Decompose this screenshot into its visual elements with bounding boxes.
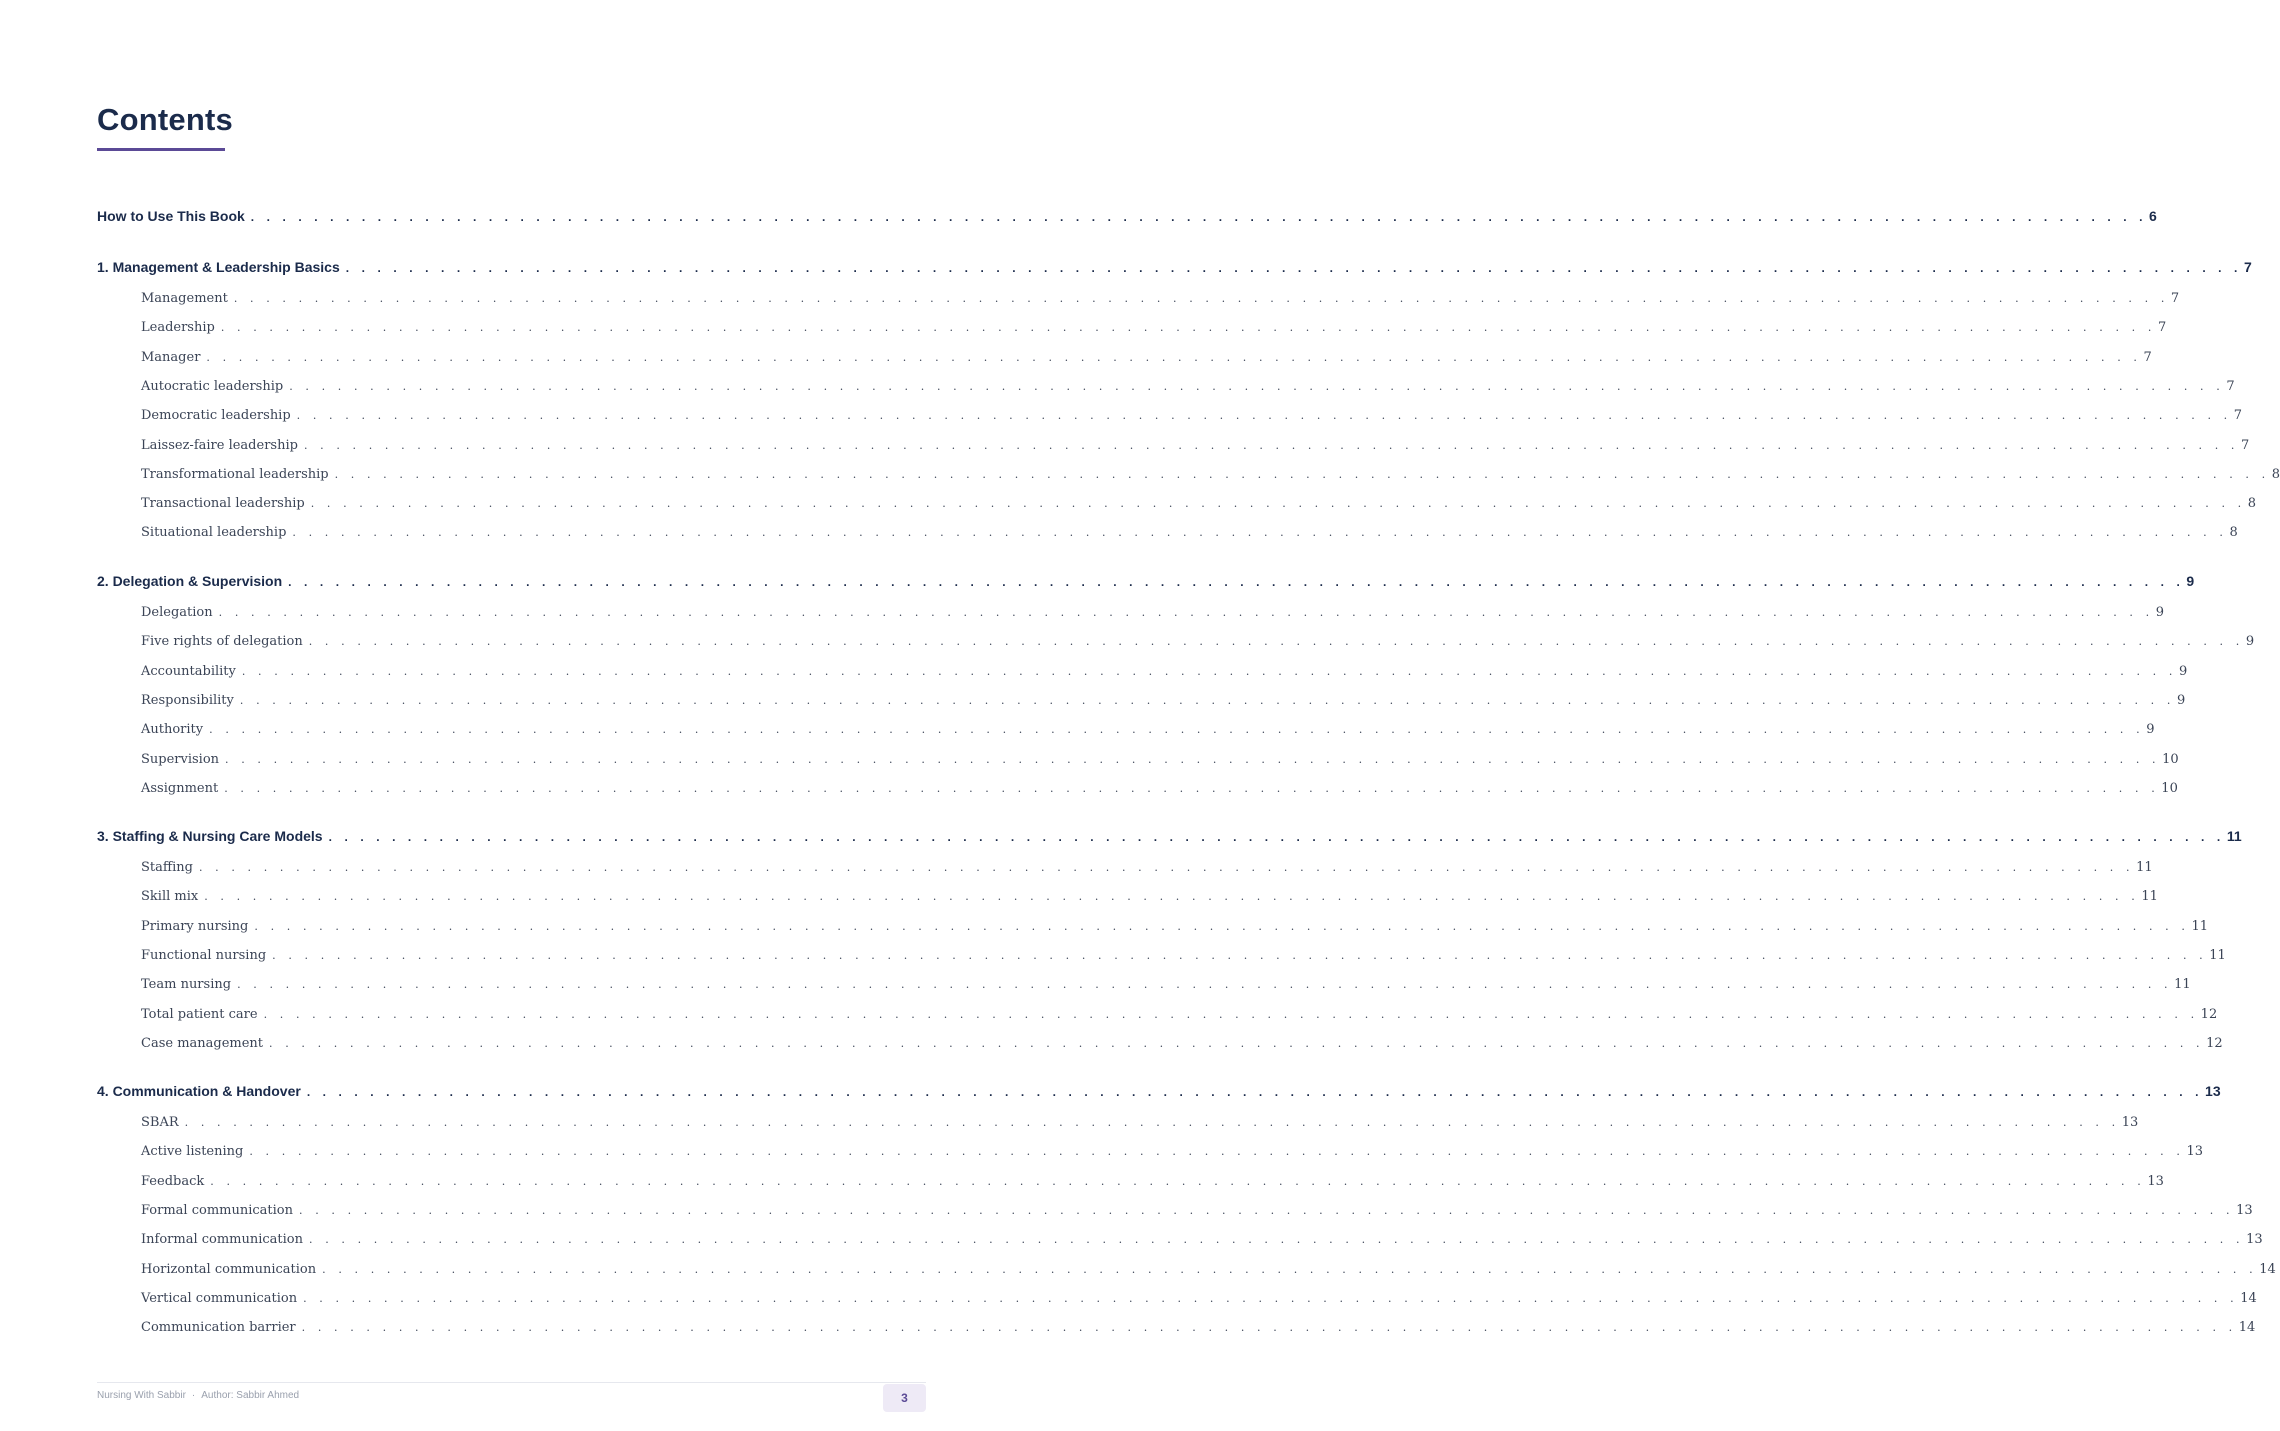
toc-entry-label: Management [141,291,228,306]
toc-entry-label: Feedback [141,1173,205,1189]
toc-entry-page-number: 7 [2233,408,2243,424]
toc-entry-label: Leadership [141,320,215,336]
toc-entry-label: Vertical communication [141,1290,298,1306]
toc-entry-label: Primary nursing [141,918,249,934]
toc-entry-label: Formal communication [141,1202,293,1218]
dot-leader: . . . . . . . . . . . . . . . . . . . . . . . . . . . . . . . . . . . . . . . . . . . . . . . . . . . . . . . . . . . . . . . . . . . . . . . . . . . . . . . . . . . . . . . . . . . . . . . . . . . . . . . . . . . . . . . . . . . . . . . . [225,752,2161,766]
dot-leader: . . . . . . . . . . . . . . . . . . . . . . . . . . . . . . . . . . . . . . . . . . . . . . . . . . . . . . . . . . . . . . . . . . . . . . . . . . . . . . . . . . . . . . . . . . . . . . . . . . . . . . . . . . . . . . . . . . . . . . . . [241,664,2177,678]
toc-entry-label: Communication barrier [141,1320,296,1336]
toc-entry-page-number: 12 [2206,1035,2223,1051]
toc-entry-page-number: 7 [2170,291,2180,306]
dot-leader: . . . . . . . . . . . . . . . . . . . . . . . . . . . . . . . . . . . . . . . . . . . . . . . . . . . . . . . . . . . . . . . . . . . . . . . . . . . . . . . . . . . . . . . . . . . . . . . . . . . . . . . . . . . . . . . . . . . . . . . . [288,575,2185,589]
dot-leader: . . . . . . . . . . . . . . . . . . . . . . . . . . . . . . . . . . . . . . . . . . . . . . . . . . . . . . . . . . . . . . . . . . . . . . . . . . . . . . . . . . . . . . . . . . . . . . . . . . . . . . . . . . . . . . . . . . . . . . . . [220,321,2156,335]
dot-leader: . . . . . . . . . . . . . . . . . . . . . . . . . . . . . . . . . . . . . . . . . . . . . . . . . . . . . . . . . . . . . . . . . . . . . . . . . . . . . . . . . . . . . . . . . . . . . . . . . . . . . . . . . . . . . . . . . . . . . . . . [310,497,2246,511]
toc-entry[interactable] [141,634,2255,656]
dot-leader: . . . . . . . . . . . . . . . . . . . . . . . . . . . . . . . . . . . . . . . . . . . . . . . . . . . . . . . . . . . . . . . . . . . . . . . . . . . . . . . . . . . . . . . . . . . . . . . . . . . . . . . . . . . . . . . . . . . . . . . . [296,409,2232,423]
toc-entry-page-number: 7 [2157,320,2167,336]
footer-separator: · [191,1390,196,1401]
dot-leader: . . . . . . . . . . . . . . . . . . . . . . . . . . . . . . . . . . . . . . . . . . . . . . . . . . . . . . . . . . . . . . . . . . . . . . . . . . . . . . . . . . . . . . . . . . . . . . . . . . . . . . . . . . . . . . . . . . . . . . . . [306,1085,2204,1099]
toc-entry[interactable] [141,1202,2253,1225]
toc-entry[interactable] [141,320,2167,342]
toc-entry[interactable] [141,1290,2257,1313]
page-number-badge: 3 [883,1384,926,1412]
toc-entry-page-number: 11 [2141,889,2158,905]
toc-entry[interactable] [141,692,2186,715]
toc-entry[interactable] [141,349,2152,372]
toc-entry-page-number: 11 [2136,860,2153,875]
dot-leader: . . . . . . . . . . . . . . . . . . . . . . . . . . . . . . . . . . . . . . . . . . . . . . . . . . . . . . . . . . . . . . . . . . . . . . . . . . . . . . . . . . . . . . . . . . . . . . . . . . . . . . . . . . . . . . . . . . . . . . . . [224,781,2160,795]
dot-leader: . . . . . . . . . . . . . . . . . . . . . . . . . . . . . . . . . . . . . . . . . . . . . . . . . . . . . . . . . . . . . . . . . . . . . . . . . . . . . . . . . . . . . . . . . . . . . . . . . . . . . . . . . . . . . . . . . . . . . . . . [249,1145,2185,1159]
toc-section[interactable] [97,259,2252,281]
toc-entry-page-number: 14 [2240,1290,2257,1306]
toc-entry-page-number: 9 [2245,634,2255,650]
dot-leader: . . . . . . . . . . . . . . . . . . . . . . . . . . . . . . . . . . . . . . . . . . . . . . . . . . . . . . . . . . . . . . . . . . . . . . . . . . . . . . . . . . . . . . . . . . . . . . . . . . . . . . . . . . . . . . . . . . . . . . . . [209,723,2145,737]
dot-leader: . . . . . . . . . . . . . . . . . . . . . . . . . . . . . . . . . . . . . . . . . . . . . . . . . . . . . . . . . . . . . . . . . . . . . . . . . . . . . . . . . . . . . . . . . . . . . . . . . . . . . . . . . . . . . . . . . . . . . . . . [254,919,2190,933]
dot-leader: . . . . . . . . . . . . . . . . . . . . . . . . . . . . . . . . . . . . . . . . . . . . . . . . . . . . . . . . . . . . . . . . . . . . . . . . . . . . . . . . . . . . . . . . . . . . . . . . . . . . . . . . . . . . . . . . . . . . . . . . [299,1203,2235,1217]
dot-leader: . . . . . . . . . . . . . . . . . . . . . . . . . . . . . . . . . . . . . . . . . . . . . . . . . . . . . . . . . . . . . . . . . . . . . . . . . . . . . . . . . . . . . . . . . . . . . . . . . . . . . . . . . . . . . . . . . . . . . . . . [206,350,2142,364]
toc-section-label: 3. Staffing & Nursing Care Models [97,828,323,844]
footer-divider [97,1382,926,1383]
toc-entry-label: Laissez-faire leadership [141,437,298,453]
dot-leader: . . . . . . . . . . . . . . . . . . . . . . . . . . . . . . . . . . . . . . . . . . . . . . . . . . . . . . . . . . . . . . . . . . . . . . . . . . . . . . . . . . . . . . . . . . . . . . . . . . . . . . . . . . . . . . . . . . . . . . . . [301,1321,2237,1335]
dot-leader: . . . . . . . . . . . . . . . . . . . . . . . . . . . . . . . . . . . . . . . . . . . . . . . . . . . . . . . . . . . . . . . . . . . . . . . . . . . . . . . . . . . . . . . . . . . . . . . . . . . . . . . . . . . . . . . . . . . . . . . . [309,1233,2245,1247]
dot-leader: . . . . . . . . . . . . . . . . . . . . . . . . . . . . . . . . . . . . . . . . . . . . . . . . . . . . . . . . . . . . . . . . . . . . . . . . . . . . . . . . . . . . . . . . . . . . . . . . . . . . . . . . . . . . . . . . . . . . . . . . [239,693,2175,707]
toc-section-page-number: 11 [2226,828,2242,844]
toc-entry-page-number: 13 [2236,1202,2253,1218]
toc-entry-page-number: 11 [2209,947,2226,963]
toc-entry-label: Five rights of delegation [141,634,303,650]
toc-entry[interactable] [141,977,2191,999]
toc-entry[interactable] [141,889,2158,911]
toc-entry[interactable] [141,663,2188,686]
toc-entry-page-number: 7 [2241,437,2250,453]
toc-entry-page-number: 14 [2238,1320,2256,1336]
toc-entry-label: Transactional leadership [141,496,305,512]
toc-entry[interactable] [141,1232,2263,1254]
toc-entry-page-number: 8 [2229,525,2238,541]
toc-entry[interactable] [141,918,2209,941]
toc-entry[interactable] [141,291,2180,313]
toc-entry-page-number: 13 [2246,1232,2263,1248]
dot-leader: . . . . . . . . . . . . . . . . . . . . . . . . . . . . . . . . . . . . . . . . . . . . . . . . . . . . . . . . . . . . . . . . . . . . . . . . . . . . . . . . . . . . . . . . . . . . . . . . . . . . . . . . . . . . . . . . . . . . . . . . [322,1262,2258,1276]
toc-entry[interactable] [141,437,2250,460]
dot-leader: . . . . . . . . . . . . . . . . . . . . . . . . . . . . . . . . . . . . . . . . . . . . . . . . . . . . . . . . . . . . . . . . . . . . . . . . . . . . . . . . . . . . . . . . . . . . . . . . . . . . . . . . . . . . . . . . . . . . . . . . [328,830,2225,844]
toc-entry[interactable] [141,496,2257,518]
toc-entry-label: Manager [141,349,201,365]
toc-entry-page-number: 11 [2191,918,2209,934]
toc-entry-label: Transformational leadership [141,466,329,482]
toc-entry[interactable] [141,780,2178,803]
footer-credit [97,1390,299,1401]
toc-entry-page-number: 13 [2147,1173,2164,1189]
dot-leader: . . . . . . . . . . . . . . . . . . . . . . . . . . . . . . . . . . . . . . . . . . . . . . . . . . . . . . . . . . . . . . . . . . . . . . . . . . . . . . . . . . . . . . . . . . . . . . . . . . . . . . . . . . . . . . . . . . . . . . . . [250,210,2148,224]
toc-entry-page-number: 10 [2162,751,2179,767]
dot-leader: . . . . . . . . . . . . . . . . . . . . . . . . . . . . . . . . . . . . . . . . . . . . . . . . . . . . . . . . . . . . . . . . . . . . . . . . . . . . . . . . . . . . . . . . . . . . . . . . . . . . . . . . . . . . . . . . . . . . . . . . [184,1116,2120,1129]
toc-entry[interactable] [141,605,2164,627]
toc-entry-page-number: 7 [2143,349,2152,365]
toc-entry-page-number: 12 [2200,1006,2218,1022]
page-title: Contents [97,102,233,137]
toc-entry-label: Supervision [141,751,220,767]
dot-leader: . . . . . . . . . . . . . . . . . . . . . . . . . . . . . . . . . . . . . . . . . . . . . . . . . . . . . . . . . . . . . . . . . . . . . . . . . . . . . . . . . . . . . . . . . . . . . . . . . . . . . . . . . . . . . . . . . . . . . . . . [272,948,2208,962]
toc-entry-label: Accountability [141,663,236,679]
toc-entry-page-number: 13 [2186,1144,2203,1160]
toc-entry[interactable] [141,1144,2203,1166]
toc-entry[interactable] [141,860,2153,882]
toc-entry-label: Active listening [141,1144,244,1160]
toc-entry-page-number: 8 [2247,496,2257,512]
toc-entry-page-number: 14 [2259,1261,2276,1277]
toc-entry-page-number: 7 [2226,378,2235,394]
toc-section-page-number: 13 [2205,1083,2221,1099]
toc-entry-page-number: 8 [2271,466,2280,482]
toc-entry-page-number: 9 [2178,663,2188,679]
footer-brand: Nursing With Sabbir [97,1390,186,1401]
dot-leader: . . . . . . . . . . . . . . . . . . . . . . . . . . . . . . . . . . . . . . . . . . . . . . . . . . . . . . . . . . . . . . . . . . . . . . . . . . . . . . . . . . . . . . . . . . . . . . . . . . . . . . . . . . . . . . . . . . . . . . . . [218,606,2154,619]
toc-entry-page-number: 9 [2155,605,2164,620]
toc-entry-label: Democratic leadership [141,408,291,424]
toc-entry-label: Authority [141,722,204,738]
toc-entry[interactable] [141,1035,2223,1058]
toc-entry[interactable] [141,1320,2256,1342]
dot-leader: . . . . . . . . . . . . . . . . . . . . . . . . . . . . . . . . . . . . . . . . . . . . . . . . . . . . . . . . . . . . . . . . . . . . . . . . . . . . . . . . . . . . . . . . . . . . . . . . . . . . . . . . . . . . . . . . . . . . . . . . [308,635,2244,649]
dot-leader: . . . . . . . . . . . . . . . . . . . . . . . . . . . . . . . . . . . . . . . . . . . . . . . . . . . . . . . . . . . . . . . . . . . . . . . . . . . . . . . . . . . . . . . . . . . . . . . . . . . . . . . . . . . . . . . . . . . . . . . . [237,978,2173,992]
dot-leader: . . . . . . . . . . . . . . . . . . . . . . . . . . . . . . . . . . . . . . . . . . . . . . . . . . . . . . . . . . . . . . . . . . . . . . . . . . . . . . . . . . . . . . . . . . . . . . . . . . . . . . . . . . . . . . . . . . . . . . . . [303,438,2240,452]
toc-section-label: 4. Communication & Handover [97,1083,301,1099]
dot-leader: . . . . . . . . . . . . . . . . . . . . . . . . . . . . . . . . . . . . . . . . . . . . . . . . . . . . . . . . . . . . . . . . . . . . . . . . . . . . . . . . . . . . . . . . . . . . . . . . . . . . . . . . . . . . . . . . . . . . . . . . [345,261,2242,275]
toc-entry-label: Delegation [141,605,213,620]
toc-entry-label: Staffing [141,860,193,875]
toc-entry-label: Skill mix [141,889,199,905]
toc-entry[interactable] [141,525,2238,547]
toc-section[interactable] [97,208,2157,230]
toc-entry[interactable] [141,722,2155,744]
toc-section[interactable] [97,828,2242,850]
dot-leader: . . . . . . . . . . . . . . . . . . . . . . . . . . . . . . . . . . . . . . . . . . . . . . . . . . . . . . . . . . . . . . . . . . . . . . . . . . . . . . . . . . . . . . . . . . . . . . . . . . . . . . . . . . . . . . . . . . . . . . . . [289,379,2225,393]
toc-entry-label: Functional nursing [141,947,267,963]
toc-entry-label: Total patient care [141,1006,258,1022]
toc-entry[interactable] [141,378,2235,401]
dot-leader: . . . . . . . . . . . . . . . . . . . . . . . . . . . . . . . . . . . . . . . . . . . . . . . . . . . . . . . . . . . . . . . . . . . . . . . . . . . . . . . . . . . . . . . . . . . . . . . . . . . . . . . . . . . . . . . . . . . . . . . . [303,1291,2239,1305]
toc-entry-label: Situational leadership [141,525,287,541]
dot-leader: . . . . . . . . . . . . . . . . . . . . . . . . . . . . . . . . . . . . . . . . . . . . . . . . . . . . . . . . . . . . . . . . . . . . . . . . . . . . . . . . . . . . . . . . . . . . . . . . . . . . . . . . . . . . . . . . . . . . . . . . [269,1036,2205,1050]
toc-section[interactable] [97,1083,2221,1105]
toc-section[interactable] [97,573,2195,595]
toc-section-page-number: 9 [2186,573,2195,589]
dot-leader: . . . . . . . . . . . . . . . . . . . . . . . . . . . . . . . . . . . . . . . . . . . . . . . . . . . . . . . . . . . . . . . . . . . . . . . . . . . . . . . . . . . . . . . . . . . . . . . . . . . . . . . . . . . . . . . . . . . . . . . . [198,861,2135,874]
footer-author: Author: Sabbir Ahmed [201,1390,300,1401]
dot-leader: . . . . . . . . . . . . . . . . . . . . . . . . . . . . . . . . . . . . . . . . . . . . . . . . . . . . . . . . . . . . . . . . . . . . . . . . . . . . . . . . . . . . . . . . . . . . . . . . . . . . . . . . . . . . . . . . . . . . . . . . [233,292,2169,305]
toc-entry-label: Autocratic leadership [141,378,284,394]
toc-section-label: 2. Delegation & Supervision [97,573,283,589]
dot-leader: . . . . . . . . . . . . . . . . . . . . . . . . . . . . . . . . . . . . . . . . . . . . . . . . . . . . . . . . . . . . . . . . . . . . . . . . . . . . . . . . . . . . . . . . . . . . . . . . . . . . . . . . . . . . . . . . . . . . . . . . [204,890,2140,904]
toc-section-label: 1. Management & Leadership Basics [97,259,340,275]
toc-entry-page-number: 11 [2174,977,2191,993]
toc-entry[interactable] [141,1261,2276,1284]
toc-entry-page-number: 10 [2161,780,2178,796]
toc-entry-label: Informal communication [141,1232,304,1248]
toc-entry[interactable] [141,1173,2164,1196]
toc-entry-label: Assignment [141,780,219,796]
dot-leader: . . . . . . . . . . . . . . . . . . . . . . . . . . . . . . . . . . . . . . . . . . . . . . . . . . . . . . . . . . . . . . . . . . . . . . . . . . . . . . . . . . . . . . . . . . . . . . . . . . . . . . . . . . . . . . . . . . . . . . . . [210,1174,2146,1188]
toc-entry-label: Team nursing [141,977,232,993]
dot-leader: . . . . . . . . . . . . . . . . . . . . . . . . . . . . . . . . . . . . . . . . . . . . . . . . . . . . . . . . . . . . . . . . . . . . . . . . . . . . . . . . . . . . . . . . . . . . . . . . . . . . . . . . . . . . . . . . . . . . . . . . [334,467,2270,481]
toc-entry-page-number: 13 [2121,1115,2139,1130]
toc-entry-label: Case management [141,1035,264,1051]
toc-entry[interactable] [141,751,2179,774]
dot-leader: . . . . . . . . . . . . . . . . . . . . . . . . . . . . . . . . . . . . . . . . . . . . . . . . . . . . . . . . . . . . . . . . . . . . . . . . . . . . . . . . . . . . . . . . . . . . . . . . . . . . . . . . . . . . . . . . . . . . . . . . [263,1007,2199,1021]
toc-entry[interactable] [141,1006,2218,1029]
dot-leader: . . . . . . . . . . . . . . . . . . . . . . . . . . . . . . . . . . . . . . . . . . . . . . . . . . . . . . . . . . . . . . . . . . . . . . . . . . . . . . . . . . . . . . . . . . . . . . . . . . . . . . . . . . . . . . . . . . . . . . . . [292,526,2228,540]
toc-entry[interactable] [141,1115,2139,1137]
toc-entry-label: Responsibility [141,692,234,708]
toc-entry-page-number: 9 [2146,722,2155,738]
toc-entry-label: Horizontal communication [141,1261,317,1277]
toc-entry-label: SBAR [141,1115,179,1130]
toc-entry-page-number: 9 [2176,692,2186,708]
toc-section-page-number: 7 [2244,259,2252,275]
toc-section-page-number: 6 [2149,208,2157,224]
toc-section-label: How to Use This Book [97,208,245,224]
toc-entry[interactable] [141,408,2243,430]
toc-entry[interactable] [141,947,2226,970]
toc-entry[interactable] [141,466,2280,489]
